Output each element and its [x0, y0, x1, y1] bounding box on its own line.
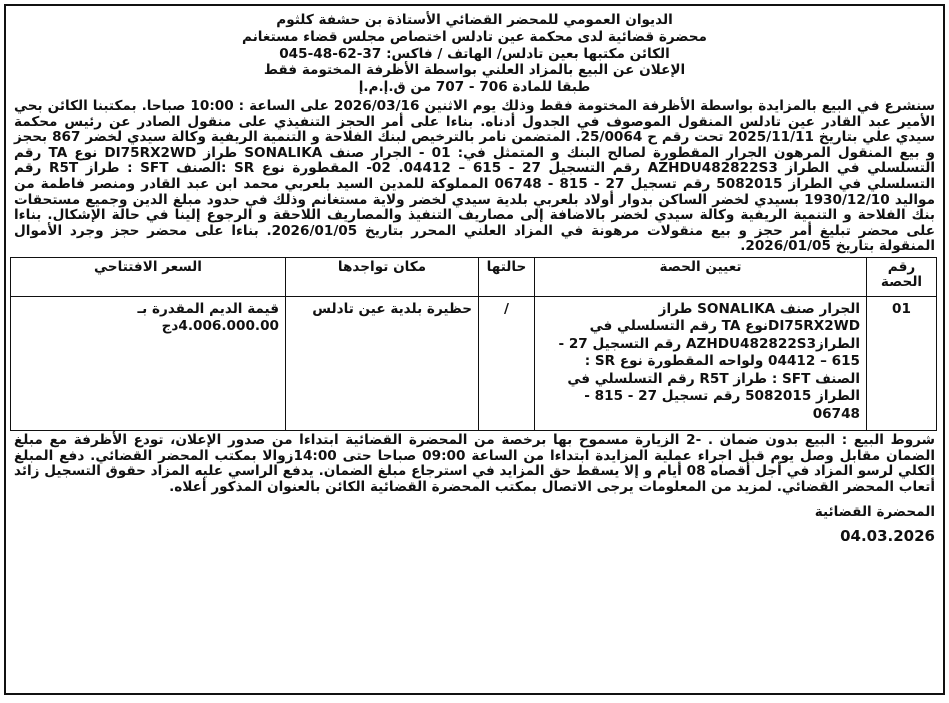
notice-title: الإعلان عن البيع بالمزاد العلني بواسطة الأظرفة المختومة فقط — [263, 62, 686, 79]
lot-number: 01 — [867, 296, 937, 430]
header-lot-state: حالتها — [479, 257, 535, 296]
lot-description: الجرار صنف SONALIKA طراز DI75RX2WDنوع TA رقم التسلسلي في الطرازAZHDU482822S3 رقم التسجيل 27 - 615 – 04412 ولواحه المقطورة نوع SR : الصنف SFT : طراز R5T رقم التسلسلي في الطراز 5082015 رقم تسجيل 27 - 815 - 06748 — [535, 296, 867, 430]
office-address-phone: الكائن مكتبها بعين تادلس/ الهاتف / فاكس: 37-62-48-045 — [279, 45, 670, 62]
bailiff-jurisdiction: محضرة قضائية لدى محكمة عين تادلس اختصاص مجلس قضاء مستغانم — [242, 28, 707, 45]
legal-article-reference: طبقا للمادة 706 - 707 من ق.إ.م.إ — [358, 79, 591, 96]
office-title: الديوان العمومي للمحضر القضائي الأستاذة بن حشفة كلثوم — [276, 12, 673, 28]
header-lot-number: رقم الحصة — [867, 257, 937, 296]
bailiff-signature: المحضرة القضائية — [814, 504, 935, 521]
header-lot-location: مكان تواجدها — [286, 257, 479, 296]
header-lot-description: تعيين الحصة — [535, 257, 867, 296]
notice-body-paragraph: سنشرع في البيع بالمزايدة بواسطة الأظرفة المختومة فقط وذلك يوم الاثنين 2026/03/16 على الساعة : 10:00 صباحا. بمكتبنا الكائن بحي الأمير عبد القادر عين تادلس المنقول الموصوف في الجدول أدناه. بناءا على أمر الحجز التنفيذي على منقول الصادر عن رئيس محكمة سيدي علي بتاريخ 2025/11/11 تحت رقم ح 25/0064. المتضمن نامر بالترخيص لبنك الفلاحة و التنمية الريفية وكالة سيدي لخضر 867 بحجز و بيع المنقول المرهون الجرار المقطورة لصالح البنك و المتمثل في: 01 - الجرار صنف SONALIKA طراز DI75RX2WD نوع TA رقم التسلسلي في الطراز AZHDU482822S3 رقم التسجيل 27 - 615 – 04412. 02- المقطورة نوع SR :الصنف SFT : طراز R5T رقم التسلسلي في الطراز 5082015 رقم تسجيل 27 - 815 - 06748 المملوكة للمدين السيد بلعربي محمد ابن عبد القادر ومنصر فاطمة من مواليد 1930/12/10 بسيدي لخضر الساكن بدوار أولاد بلعربي بلدية سيدي لخضر ولاية مستغانم وذلك في حدود مبلغ الدين وجميع مستحقات بنك الفلاحة و التنمية الريفية وكالة سيدي لخضر بالاضافة إلى مصاريف التنفيذ والمصاريف اللاحقة و الرجوع إلينا في حالة الإشكال. بناءا على محضر تبليغ أمر حجز و بيع منقولات مرهونة في المزاد العلني المحرر بتاريخ 2026/01/05. بناءا على محضر حجز وجرد الأموال المنقولة بتاريخ 2026/01/05. — [14, 97, 936, 255]
lot-location: حظيرة بلدية عين تادلس — [286, 296, 479, 430]
table-row — [11, 296, 937, 430]
table-header-row — [11, 257, 937, 296]
lots-table — [10, 257, 937, 431]
notice-header — [6, 6, 943, 96]
notice-footer — [6, 495, 943, 547]
sale-conditions: شروط البيع : البيع بدون ضمان . -2 الزيارة مسموح بها برخصة من المحضرة القضائية ابتداءا من صدور الإعلان، تودع الأظرفة مع مبلغ الضمان مقابل وصل يوم قبل اجراء عملية المزايدة ابتداءا من الساعة 09:00 صباحا حتى 14:00زوالا بمكتب المحضر القضائي. دفع المبلغ الكلي لرسو المزاد في أجل أقصاه 08 أيام و إلا يسقط حق المزايد في استرجاع مبلغ الضمان. يدفع الراسي عليه المزاد حقوق التسجيل زائد أتعاب المحضر القضائي. لمزيد من المعلومات يرجى الاتصال بمكتب المحضرة القضائية الكائن بالعنوان المذكور أعلاه. — [14, 431, 935, 495]
notice-date: 04.03.2026 — [840, 527, 935, 546]
notice-body — [6, 96, 943, 255]
lot-opening-price: قيمة الديم المقدرة بـ 4.006.000.00دج — [11, 296, 286, 430]
header-opening-price: السعر الافتتاحي — [11, 257, 286, 296]
legal-notice-page — [4, 4, 945, 695]
lot-state: / — [479, 296, 535, 430]
